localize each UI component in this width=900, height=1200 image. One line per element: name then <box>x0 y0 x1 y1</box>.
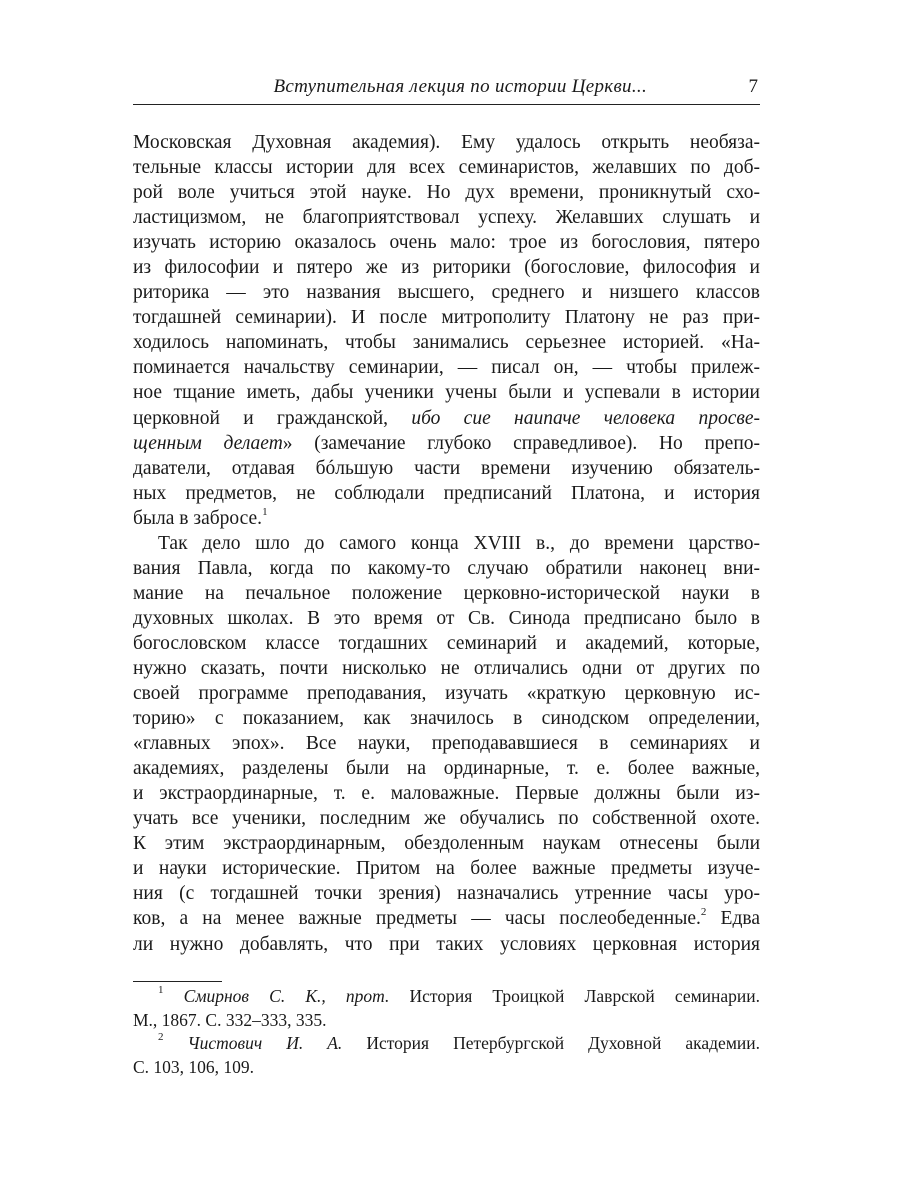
footnote-marker: 1 <box>262 505 268 518</box>
text-line <box>133 205 760 230</box>
running-title: Вступительная лекция по истории Церкви... <box>273 76 647 97</box>
text-segment: и экстраординарные, т. е. маловажные. Первые должны были из- <box>133 783 760 805</box>
text-segment: рой воле учиться этой науке. Но дух времени, проникнутый схо- <box>133 182 760 204</box>
text-line <box>133 681 760 706</box>
footnote-marker: 2 <box>700 906 707 919</box>
footnotes <box>133 985 760 1079</box>
text-segment: ния (с тогдашней точки зрения) назначались утренние часы уро- <box>133 883 760 905</box>
text-line <box>133 355 760 380</box>
text-segment: богословском классе тогдашних семинарий и академий, которые, <box>133 632 760 654</box>
text-line <box>133 305 760 330</box>
text-line <box>133 280 760 305</box>
text-line <box>133 656 760 681</box>
text-segment: » (замечание глубоко справедливое). Но препо- <box>282 432 760 454</box>
text-segment <box>164 1033 188 1053</box>
text-line <box>133 781 760 806</box>
text-line <box>133 406 760 431</box>
text-segment: мание на печальное положение церковно-исторической науки в <box>133 582 760 604</box>
text-segment: ластицизмом, не благоприятствовал успеху. Желавших слушать и <box>133 207 760 229</box>
text-line <box>133 906 760 931</box>
text-line <box>133 380 760 405</box>
text-segment: из философии и пятеро же из риторики (богословие, философия и <box>133 257 760 279</box>
text-line <box>133 431 760 456</box>
text-segment: торию» с показанием, как значилось в синодском определении, <box>133 708 760 730</box>
text-segment: вания Павла, когда по какому-то случаю обратили наконец вни- <box>133 557 760 579</box>
text-line <box>133 180 760 205</box>
text-segment: ков, а на менее важные предметы — часы послеобеденные. <box>133 908 701 930</box>
footnote-line <box>133 1056 760 1080</box>
text-segment: духовных школах. В это время от Св. Синода предписано было в <box>133 607 760 629</box>
text-line <box>133 531 760 556</box>
text-segment: своей программе преподавания, изучать «краткую церковную ис- <box>133 683 760 705</box>
text-line <box>133 556 760 581</box>
text-line <box>133 456 760 481</box>
text-line <box>133 230 760 255</box>
text-segment: учать все ученики, последним же обучались по собственной охоте. <box>133 808 760 830</box>
running-header <box>133 74 760 105</box>
text-segment: церковной и гражданской, <box>133 407 412 429</box>
text-segment: академиях, разделены были на ординарные, т. е. более важные, <box>133 758 760 780</box>
text-segment: Едва <box>706 908 760 930</box>
text-segment: М., 1867. С. 332–333, 335. <box>133 1009 327 1030</box>
text-line <box>133 506 760 531</box>
text-line <box>133 606 760 631</box>
text-segment: риторика — это названия высшего, среднего и низшего классов <box>133 282 760 304</box>
text-line <box>133 706 760 731</box>
text-line <box>133 881 760 906</box>
text-line <box>133 932 760 957</box>
text-segment: тельные классы истории для всех семинаристов, желавших по доб- <box>133 157 760 179</box>
italic-text: ибо сие наипаче человека просве- <box>411 407 760 429</box>
footnote-marker: 1 <box>158 985 164 996</box>
footnote-line <box>133 985 760 1009</box>
footnote-line <box>133 1032 760 1056</box>
text-segment: «главных эпох». Все науки, преподававшиеся в семинариях и <box>133 733 760 755</box>
text-segment: ходилось напоминать, чтобы занимались серьезнее историей. «На- <box>133 332 760 354</box>
footnote-marker: 2 <box>158 1032 164 1043</box>
text-segment: История Петербургской Духовной академии. <box>342 1033 760 1053</box>
footnote-separator <box>133 981 222 982</box>
text-line <box>133 255 760 280</box>
text-segment: и науки исторические. Притом на более важные предметы изуче- <box>133 858 760 880</box>
italic-text: Чистович И. А. <box>187 1033 343 1053</box>
text-line <box>133 130 760 155</box>
text-segment: ных предметов, не соблюдали предписаний Платона, и история <box>133 482 760 504</box>
text-line <box>133 831 760 856</box>
text-segment: С. 103, 106, 109. <box>133 1056 255 1077</box>
text-segment: ное тщание иметь, дабы ученики учены были и успевали в истории <box>133 382 760 404</box>
text-line <box>133 631 760 656</box>
text-segment: К этим экстраординарным, обездоленным наукам отнесены были <box>133 833 760 855</box>
italic-text: Смирнов С. К., прот. <box>183 986 390 1006</box>
text-segment: Так дело шло до самого конца XVIII в., до времени царство- <box>158 532 760 554</box>
text-segment: была в забросе. <box>133 507 263 529</box>
footnote-line <box>133 1009 760 1033</box>
text-line <box>133 756 760 781</box>
text-line <box>133 330 760 355</box>
text-segment: даватели, отдавая бóльшую части времени изучению обязатель- <box>133 457 760 479</box>
text-segment: Московская Духовная академия). Ему удалось открыть необяза- <box>133 132 760 153</box>
text-segment: тогдашней семинарии). И после митрополиту Платону не раз при- <box>133 307 760 329</box>
text-segment: изучать историю оказалось очень мало: трое из богословия, пятеро <box>133 232 760 254</box>
text-segment: История Троицкой Лаврской семинарии. <box>389 986 760 1006</box>
text-segment: ли нужно добавлять, что при таких условиях церковная история <box>133 933 760 955</box>
text-segment <box>164 986 184 1006</box>
text-segment: нужно сказать, почти нисколько не отличались одни от других по <box>133 657 760 679</box>
body-text <box>133 130 760 957</box>
italic-text: щенным делает <box>133 432 283 454</box>
text-line <box>133 731 760 756</box>
text-line <box>133 581 760 606</box>
text-line <box>133 806 760 831</box>
text-line <box>133 155 760 180</box>
text-line <box>133 856 760 881</box>
text-segment: поминается начальству семинарии, — писал он, — чтобы прилеж- <box>133 357 760 379</box>
page-number: 7 <box>748 76 758 97</box>
text-line <box>133 481 760 506</box>
